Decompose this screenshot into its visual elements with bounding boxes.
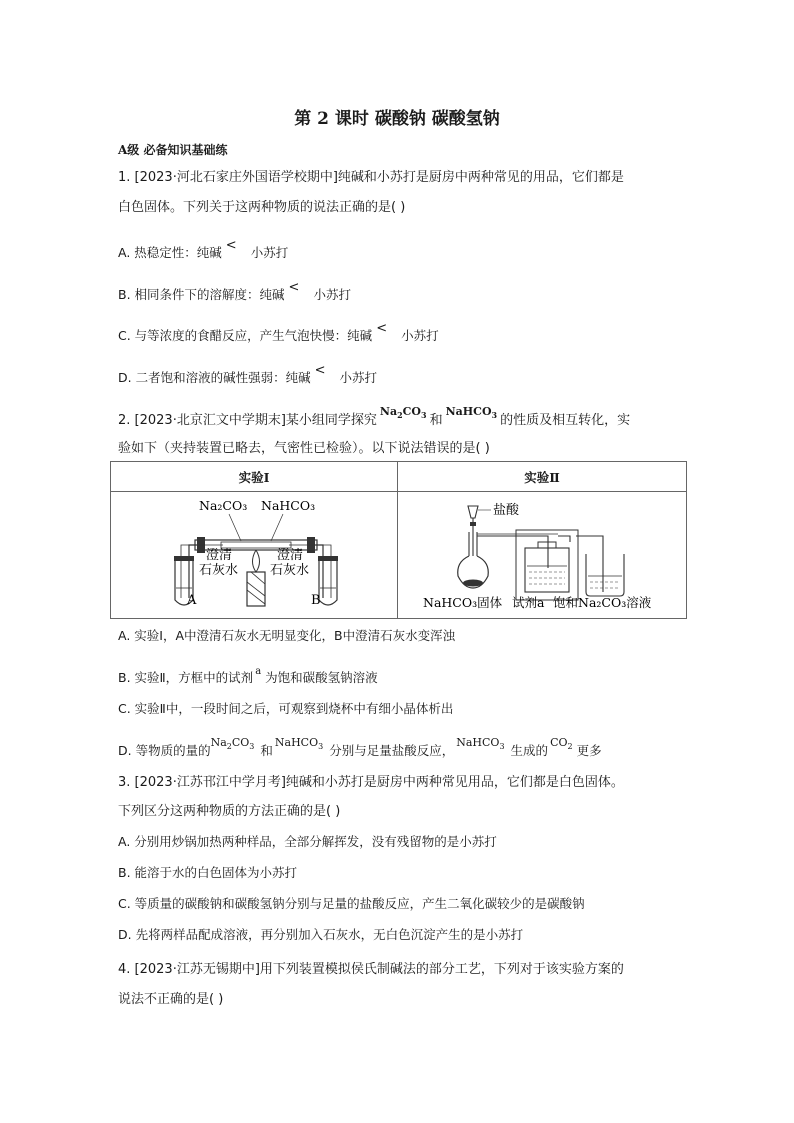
q1-option-d-end: 小苏打 — [339, 370, 377, 385]
less-than-symbol: < — [376, 321, 388, 336]
q4-stem-line2: 说法不正确的是( ) — [118, 992, 224, 1007]
label-limewater-left-1: 澄清 — [206, 548, 233, 563]
label-limewater-right-2: 石灰水 — [270, 563, 310, 578]
label-saturated-na2co3-solution: 饱和Na₂CO₃溶液 — [553, 595, 652, 610]
q3-stem-line2: 下列区分这两种物质的方法正确的是( ) — [118, 804, 341, 819]
q1-option-b-text: B. 相同条件下的溶解度：纯碱 — [118, 287, 285, 302]
label-limewater-left-2: 石灰水 — [199, 563, 239, 578]
formula-co2: $CO_2$ — [550, 736, 573, 752]
q2-option-b-end: 为饱和碳酸氢钠溶液 — [265, 670, 378, 685]
q3-stem-line1: 3. [2023·江苏邗江中学月考]纯碱和小苏打是厨房中两种常见用品，它们都是白色固体。 — [118, 775, 624, 790]
label-nahco3: NaHCO₃ — [261, 498, 316, 513]
q2-stem-start: 2. [2023·北京汇文中学期末]某小组同学探究 — [118, 413, 377, 428]
formula-nahco3: NaHCO$_3$ — [274, 736, 324, 752]
less-than-symbol: < — [288, 280, 300, 295]
q2-stem-line2: 验如下（夹持装置已略去，气密性已检验）。以下说法错误的是( ) — [118, 441, 490, 456]
formula-nahco3: NaHCO$_3$ — [456, 736, 505, 752]
label-hydrochloric-acid: 盐酸 — [493, 503, 520, 518]
q3-option-d[interactable]: D. 先将两样品配成溶液，再分别加入石灰水，无白色沉淀产生的是小苏打 — [118, 927, 524, 942]
label-limewater-right-1: 澄清 — [277, 548, 304, 563]
section-heading: A级 必备知识基础练 — [118, 143, 228, 157]
q1-option-a-end: 小苏打 — [250, 245, 289, 260]
q2-and: 和 — [429, 413, 443, 428]
q1-option-b-end: 小苏打 — [313, 287, 351, 302]
q2-option-b-text: B. 实验Ⅱ，方框中的试剂 — [118, 670, 254, 685]
q2-stem-line1 — [118, 405, 631, 429]
q1-option-b[interactable] — [118, 280, 351, 303]
less-than-symbol: < — [314, 363, 326, 378]
experiment-1-cell — [111, 492, 398, 619]
table-header-exp1: 实验Ⅰ — [111, 462, 398, 492]
q1-option-c-end: 小苏打 — [401, 328, 439, 343]
q4-stem-line1: 4. [2023·江苏无锡期中]用下列装置模拟侯氏制碱法的部分工艺，下列对于该实验方案的 — [118, 962, 624, 977]
less-than-symbol: < — [225, 238, 237, 253]
label-tube-b: B — [311, 593, 321, 608]
experiment-table — [110, 461, 687, 619]
q1-option-c[interactable] — [118, 321, 439, 344]
formula-nahco3: NaHCO3 — [445, 405, 498, 421]
q1-option-a[interactable] — [118, 238, 289, 261]
reagent-a-label: a — [255, 666, 262, 677]
label-reagent-a: 试剂a — [512, 595, 545, 610]
label-na2co3: Na₂CO₃ — [199, 498, 248, 513]
q1-stem-line1: 1. [2023·河北石家庄外国语学校期中]纯碱和小苏打是厨房中两种常见的用品，它们都是 — [118, 170, 624, 185]
q3-option-b[interactable]: B. 能溶于水的白色固体为小苏打 — [118, 865, 298, 880]
experiment-1-apparatus — [111, 492, 397, 614]
q2-option-d-text: D. 等物质的量的 — [118, 743, 211, 758]
label-tube-a: A — [187, 593, 197, 608]
table-header-exp2: 实验Ⅱ — [398, 462, 687, 492]
q3-option-a[interactable]: A. 分别用炒锅加热两种样品，全部分解挥发，没有残留物的是小苏打 — [118, 834, 497, 849]
q1-option-c-text: C. 与等浓度的食醋反应，产生气泡快慢：纯碱 — [118, 328, 373, 343]
experiment-2-cell — [398, 492, 687, 619]
q2-stem-end: 的性质及相互转化，实 — [500, 413, 631, 428]
formula-na2co3: Na2CO3 — [379, 405, 427, 421]
q2-option-a[interactable]: A. 实验Ⅰ，A中澄清石灰水无明显变化，B中澄清石灰水变浑浊 — [118, 628, 456, 643]
page-title: 第 2 课时 碳酸钠 碳酸氢钠 — [294, 109, 500, 129]
q3-option-c[interactable]: C. 等质量的碳酸钠和碳酸氢钠分别与足量的盐酸反应，产生二氧化碳较少的是碳酸钠 — [118, 896, 585, 911]
formula-na2co3: $Na_2CO_3$ — [210, 736, 255, 752]
q2-option-c[interactable]: C. 实验Ⅱ中，一段时间之后，可观察到烧杯中有细小晶体析出 — [118, 701, 454, 716]
label-nahco3-solid: NaHCO₃固体 — [423, 595, 503, 610]
q2-option-b[interactable] — [118, 668, 378, 686]
q1-option-a-text: A. 热稳定性：纯碱 — [118, 245, 222, 260]
q1-stem-line2: 白色固体。下列关于这两种物质的说法正确的是( ) — [118, 200, 406, 215]
q1-option-d-text: D. 二者饱和溶液的碱性强弱：纯碱 — [118, 370, 311, 385]
experiment-2-apparatus — [398, 492, 686, 614]
q2-option-d[interactable]: D. 等物质的量的$Na_2CO_3$ 和NaHCO$_3$ 分别与足量盐酸反应，NaHCO$_3$ 生成的$CO_2$ 更多 — [118, 736, 602, 758]
q1-option-d[interactable] — [118, 363, 377, 386]
